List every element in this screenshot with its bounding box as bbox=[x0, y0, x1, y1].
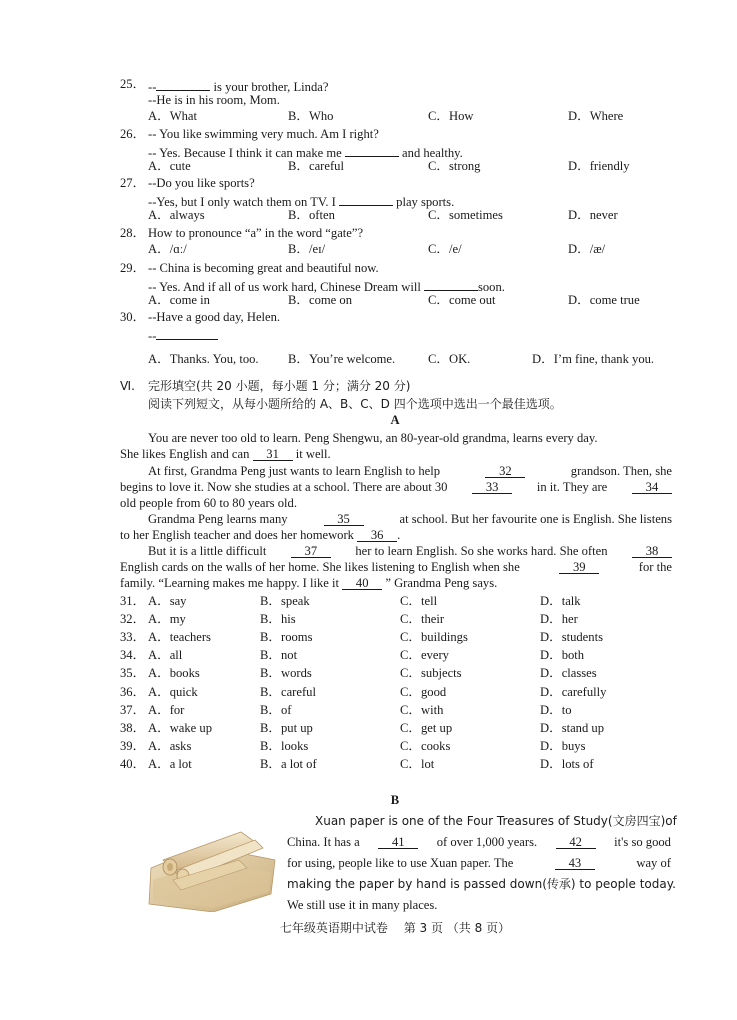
option-a: A．my bbox=[148, 612, 186, 626]
option-a: A．books bbox=[148, 666, 200, 680]
passage-text: ” Grandma Peng says. bbox=[382, 576, 498, 590]
passage-line bbox=[315, 813, 677, 829]
section-instruction: 阅读下列短文，从每小题所给的 A、B、C、D 四个选项中选出一个最佳选项。 bbox=[148, 397, 562, 411]
question-number: 32． bbox=[120, 612, 146, 626]
option-b: B．not bbox=[260, 648, 298, 662]
option-a: A．teachers bbox=[148, 630, 211, 644]
option-c: C．sometimes bbox=[428, 208, 503, 222]
option-c: C．cooks bbox=[400, 739, 451, 753]
option-b: B．careful bbox=[288, 159, 344, 173]
passage-text: in it. They are bbox=[536, 480, 608, 494]
stem-text: is your brother, Linda? bbox=[210, 80, 329, 94]
stem-text: -- Yes. Because I think it can make me bbox=[148, 146, 345, 160]
option-b: B．You’re welcome. bbox=[288, 352, 396, 366]
option-a: A．What bbox=[148, 109, 197, 123]
passage-text: at school. But her favourite one is English. She listens bbox=[399, 512, 672, 526]
option-d: D．to bbox=[540, 703, 572, 717]
option-a: A．say bbox=[148, 594, 187, 608]
question-number: 26． bbox=[120, 127, 146, 141]
option-c: C．get up bbox=[400, 721, 453, 735]
passage-text: grandson. Then, she bbox=[570, 464, 672, 478]
option-b: B．a lot of bbox=[260, 757, 317, 771]
option-c: C．with bbox=[400, 703, 444, 717]
question-stem: How to pronounce “a” in the word “gate”? bbox=[148, 226, 364, 240]
passage-text: her to learn English. So she works hard. She often bbox=[355, 544, 608, 558]
passage-line bbox=[287, 876, 676, 892]
option-d: D．I’m fine, thank you. bbox=[532, 352, 655, 366]
option-d: D．talk bbox=[540, 594, 581, 608]
cloze-blank: 39 bbox=[559, 559, 599, 574]
cloze-blank: 34 bbox=[632, 479, 672, 494]
cloze-blank: 31 bbox=[253, 446, 293, 461]
section-number: Ⅵ. bbox=[120, 379, 135, 393]
passage-text: to her English teacher and does her homework bbox=[120, 528, 358, 542]
cloze-blank: 41 bbox=[378, 834, 418, 849]
option-b: B．his bbox=[260, 612, 296, 626]
option-a: A．asks bbox=[148, 739, 192, 753]
option-b: B．rooms bbox=[260, 630, 313, 644]
question-number: 31． bbox=[120, 594, 146, 608]
stem-text: soon. bbox=[477, 280, 505, 294]
question-stem: --Do you like sports? bbox=[148, 176, 255, 190]
option-c: C．How bbox=[428, 109, 474, 123]
question-number: 29． bbox=[120, 261, 146, 275]
answer-blank bbox=[345, 142, 399, 157]
question-number: 37． bbox=[120, 703, 146, 717]
passage-text: English cards on the walls of her home. She likes listening to English when she bbox=[120, 560, 520, 574]
option-d: D．Where bbox=[568, 109, 624, 123]
answer-blank bbox=[156, 325, 218, 340]
option-b: B．come on bbox=[288, 293, 353, 307]
cloze-blank: 36 bbox=[357, 527, 397, 542]
option-c: C．OK. bbox=[428, 352, 471, 366]
xuan-paper-image bbox=[143, 820, 279, 912]
passage-text: China. It has a bbox=[287, 835, 360, 849]
option-b: B．/eɪ/ bbox=[288, 242, 326, 256]
answer-blank bbox=[339, 191, 393, 206]
question-number: 40． bbox=[120, 757, 146, 771]
option-a: A．a lot bbox=[148, 757, 192, 771]
question-number: 35． bbox=[120, 666, 146, 680]
question-number: 28． bbox=[120, 226, 146, 240]
passage-text: At first, Grandma Peng just wants to learn English to help bbox=[148, 464, 441, 478]
cloze-blank: 40 bbox=[342, 575, 382, 590]
stem-text: -- Yes. And if all of us work hard, Chinese Dream will bbox=[148, 280, 424, 294]
option-d: D．classes bbox=[540, 666, 597, 680]
passage-a-label: A bbox=[390, 413, 400, 427]
answer-blank bbox=[156, 76, 210, 91]
option-c: C．their bbox=[400, 612, 445, 626]
cloze-blank: 42 bbox=[556, 834, 596, 849]
option-d: D．students bbox=[540, 630, 603, 644]
option-b: B．careful bbox=[260, 685, 316, 699]
option-c: C．come out bbox=[428, 293, 496, 307]
option-d: D．stand up bbox=[540, 721, 605, 735]
question-number: 39． bbox=[120, 739, 146, 753]
passage-text: . bbox=[397, 528, 401, 542]
answer-blank bbox=[424, 276, 478, 291]
question-number: 36． bbox=[120, 685, 146, 699]
passage-line bbox=[120, 479, 672, 495]
option-d: D．lots of bbox=[540, 757, 594, 771]
option-a: A．always bbox=[148, 208, 205, 222]
passage-line bbox=[148, 430, 672, 446]
passage-text: But it is a little difficult bbox=[148, 544, 267, 558]
question-number: 30． bbox=[120, 310, 146, 324]
option-a: A．quick bbox=[148, 685, 198, 699]
option-a: A．all bbox=[148, 648, 183, 662]
option-d: D．never bbox=[568, 208, 618, 222]
passage-text: Xuan paper is one of the Four Treasures of Study(文房四宝)of bbox=[315, 814, 677, 828]
cloze-blank: 38 bbox=[632, 543, 672, 558]
passage-text: way of bbox=[636, 856, 671, 870]
passage-line bbox=[287, 834, 671, 850]
passage-text: for using, people like to use Xuan paper. The bbox=[287, 856, 514, 870]
cloze-blank: 32 bbox=[485, 463, 525, 478]
question-stem bbox=[148, 325, 218, 344]
option-c: C．/e/ bbox=[428, 242, 462, 256]
passage-text: for the bbox=[638, 560, 672, 574]
stem-text: --Yes, but I only watch them on TV. I bbox=[148, 195, 339, 209]
option-b: B．speak bbox=[260, 594, 310, 608]
passage-text: She likes English and can bbox=[120, 447, 253, 461]
option-a: A．wake up bbox=[148, 721, 213, 735]
passage-line bbox=[120, 527, 672, 543]
passage-text: Grandma Peng learns many bbox=[148, 512, 288, 526]
stem-text: -- bbox=[148, 329, 157, 343]
option-c: C．subjects bbox=[400, 666, 462, 680]
question-number: 27． bbox=[120, 176, 146, 190]
question-number: 25． bbox=[120, 77, 146, 91]
option-c: C．good bbox=[400, 685, 447, 699]
option-a: A．cute bbox=[148, 159, 191, 173]
option-b: B．put up bbox=[260, 721, 313, 735]
option-a: A．for bbox=[148, 703, 185, 717]
passage-line bbox=[148, 511, 672, 527]
option-d: D．her bbox=[540, 612, 578, 626]
option-a: A．Thanks. You, too. bbox=[148, 352, 259, 366]
option-a: A．come in bbox=[148, 293, 210, 307]
option-b: B．Who bbox=[288, 109, 334, 123]
passage-text: We still use it in many places. bbox=[287, 898, 438, 912]
passage-line bbox=[120, 559, 672, 575]
passage-text: it's so good bbox=[614, 835, 671, 849]
passage-text: of over 1,000 years. bbox=[436, 835, 538, 849]
option-d: D．carefully bbox=[540, 685, 607, 699]
passage-text: old people from 60 to 80 years old. bbox=[120, 496, 297, 510]
question-number: 38． bbox=[120, 721, 146, 735]
cloze-blank: 37 bbox=[291, 543, 331, 558]
question-stem: -- You like swimming very much. Am I right? bbox=[148, 127, 379, 141]
option-b: B．words bbox=[260, 666, 312, 680]
option-c: C．tell bbox=[400, 594, 438, 608]
stem-text: play sports. bbox=[393, 195, 455, 209]
passage-b-label: B bbox=[390, 793, 400, 807]
option-d: D．come true bbox=[568, 293, 640, 307]
question-number: 33． bbox=[120, 630, 146, 644]
stem-text: -- bbox=[148, 80, 157, 94]
passage-text: You are never too old to learn. Peng Shengwu, an 80-year-old grandma, learns every day. bbox=[148, 431, 598, 445]
question-number: 34． bbox=[120, 648, 146, 662]
question-stem: --He is in his room, Mom. bbox=[148, 93, 280, 107]
passage-line bbox=[287, 897, 671, 913]
option-d: D．both bbox=[540, 648, 585, 662]
stem-text: and healthy. bbox=[398, 146, 463, 160]
passage-line bbox=[148, 543, 672, 559]
option-c: C．buildings bbox=[400, 630, 468, 644]
option-d: D．buys bbox=[540, 739, 586, 753]
option-d: D．/æ/ bbox=[568, 242, 606, 256]
passage-line bbox=[287, 855, 671, 871]
passage-text: it well. bbox=[292, 447, 331, 461]
option-a: A．/ɑː/ bbox=[148, 242, 187, 256]
cloze-blank: 35 bbox=[324, 511, 364, 526]
option-b: B．looks bbox=[260, 739, 309, 753]
option-d: D．friendly bbox=[568, 159, 630, 173]
page-footer: 七年级英语期中试卷 第 3 页 （共 8 页） bbox=[279, 921, 511, 935]
cloze-blank: 43 bbox=[555, 855, 595, 870]
option-b: B．often bbox=[288, 208, 335, 222]
option-c: C．lot bbox=[400, 757, 435, 771]
question-stem: --Have a good day, Helen. bbox=[148, 310, 281, 324]
passage-text: family. “Learning makes me happy. I like it bbox=[120, 576, 343, 590]
question-stem: -- China is becoming great and beautiful now. bbox=[148, 261, 379, 275]
passage-line bbox=[120, 495, 672, 511]
option-c: C．every bbox=[400, 648, 449, 662]
passage-text: begins to love it. Now she studies at a school. There are about 30 bbox=[120, 480, 448, 494]
section-title: 完形填空(共 20 小题，每小题 1 分；满分 20 分) bbox=[148, 379, 411, 393]
option-b: B．of bbox=[260, 703, 292, 717]
passage-line bbox=[120, 575, 672, 591]
passage-line bbox=[120, 446, 672, 462]
passage-text: making the paper by hand is passed down(传承) to people today. bbox=[287, 877, 676, 891]
cloze-blank: 33 bbox=[472, 479, 512, 494]
passage-line bbox=[148, 463, 672, 479]
option-c: C．strong bbox=[428, 159, 481, 173]
